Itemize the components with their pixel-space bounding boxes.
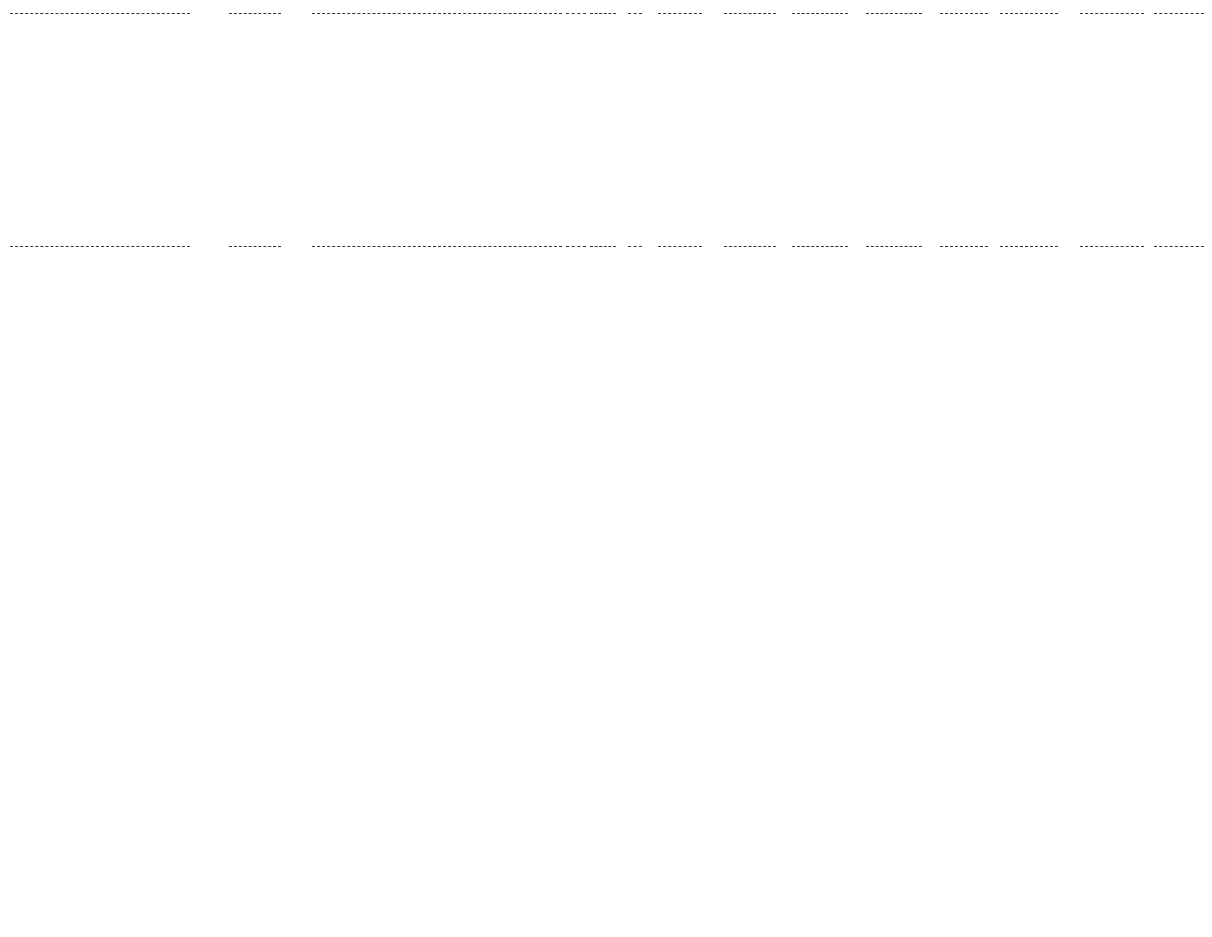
header-underline xyxy=(940,246,988,247)
header-underline xyxy=(10,13,190,14)
header-underline xyxy=(724,13,776,14)
header-underline xyxy=(866,246,922,247)
header-underline xyxy=(940,13,988,14)
header-underline xyxy=(590,246,616,247)
header-underline xyxy=(1080,13,1144,14)
header-underline xyxy=(658,13,702,14)
header-underline xyxy=(10,246,190,247)
header-underline xyxy=(628,246,642,247)
header-underline xyxy=(1000,13,1058,14)
header-underline xyxy=(566,13,586,14)
header-underline xyxy=(658,246,702,247)
header-underline xyxy=(566,246,586,247)
header-underline xyxy=(1154,246,1204,247)
header-underline xyxy=(1154,13,1204,14)
header-underline xyxy=(312,13,562,14)
header-underline xyxy=(229,13,281,14)
header-underline xyxy=(792,246,848,247)
header-underline xyxy=(229,246,281,247)
header-underline xyxy=(628,13,642,14)
header-underline xyxy=(1000,246,1058,247)
header-underline xyxy=(724,246,776,247)
header-underline xyxy=(590,13,616,14)
header-underline xyxy=(312,246,562,247)
header-underline xyxy=(1080,246,1144,247)
header-underline xyxy=(866,13,922,14)
header-underline xyxy=(792,13,848,14)
